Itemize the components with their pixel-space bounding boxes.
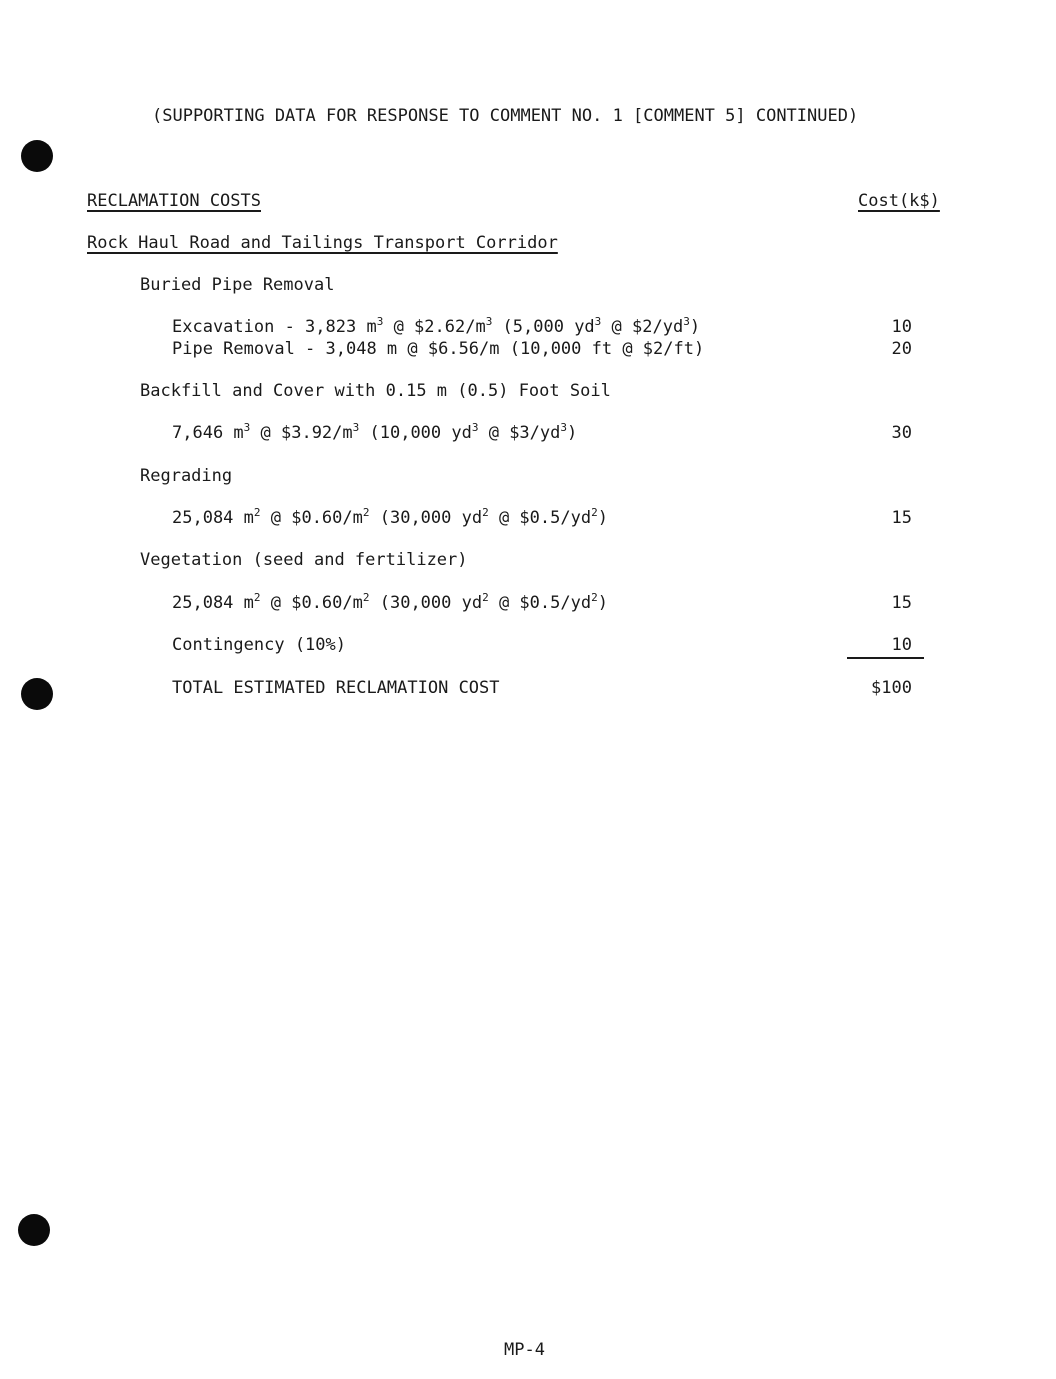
line-item-cost: 10 [891,317,912,337]
page-header: (SUPPORTING DATA FOR RESPONSE TO COMMENT NO. 1 [COMMENT 5] CONTINUED) [152,106,859,126]
group-title: Vegetation (seed and fertilizer) [140,550,468,570]
line-item: 25,084 $m^2$ @ $\$0.60/m^2$ (30,000 $yd^2$ @ $\$0.5/yd^2$) [172,591,608,613]
subtotal-rule [847,657,924,659]
contingency-cost: 10 [891,635,912,655]
line-item-cost: 20 [891,339,912,359]
line-item: 7,646 $m^3$ @ $\$3.92/m^3$ (10,000 $yd^3$ @ $\$3/yd^3$) [172,421,578,443]
line-item: Excavation - 3,823 $m^3$ @ $\$2.62/m^3$ (5,000 $yd^3$ @ $\$2/yd^3$) [172,315,701,337]
column-heading-cost: Cost(k$) [858,191,940,211]
total-label: TOTAL ESTIMATED RECLAMATION COST [172,678,500,698]
line-item-cost: 15 [891,508,912,528]
column-heading-reclamation-costs: RECLAMATION COSTS [87,191,261,211]
line-item-cost: 30 [891,423,912,443]
punch-hole-bottom [18,1214,50,1246]
group-title: Backfill and Cover with 0.15 m (0.5) Foot Soil [140,381,611,401]
section-title: Rock Haul Road and Tailings Transport Corridor [87,233,558,253]
group-title: Buried Pipe Removal [140,275,335,295]
line-item: 25,084 $m^2$ @ $\$0.60/m^2$ (30,000 $yd^2$ @ $\$0.5/yd^2$) [172,506,608,528]
line-item: Pipe Removal - 3,048 m @ $6.56/m (10,000 ft @ $2/ft) [172,339,705,359]
page-number: MP-4 [504,1340,545,1360]
contingency-label: Contingency (10%) [172,635,346,655]
punch-hole-top [21,140,53,172]
group-title: Regrading [140,466,233,486]
punch-hole-middle [21,678,53,710]
line-item-cost: 15 [891,593,912,613]
total-cost: $100 [871,678,912,698]
